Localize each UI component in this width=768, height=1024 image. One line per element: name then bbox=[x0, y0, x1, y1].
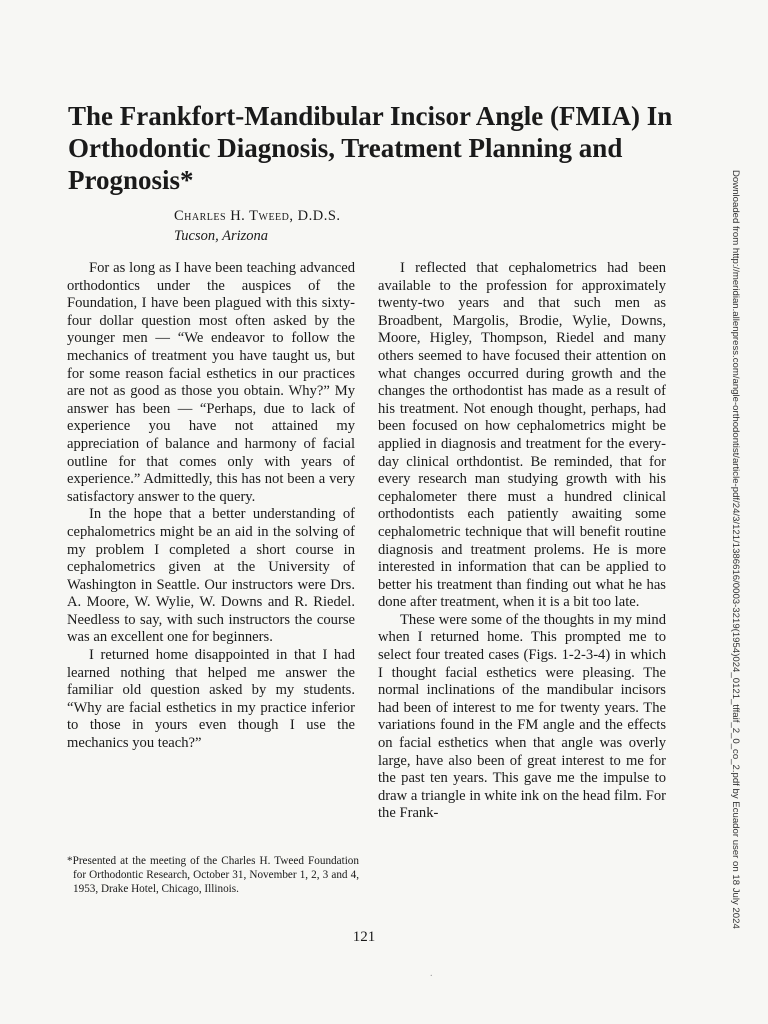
paragraph: I reflected that cephalometrics had been available to the profession for approximately twenty-two years and that such men as Broadbent, Margolis, Brodie, Wylie, Downs, Moore, Higley, Thompson, Riedel and many others seemed to have focused their attention on what changes occurred during growth and the changes the orthodontist has made as a result of his treatment. Not enough thought, perhaps, had been focused on how cephalometrics might be applied in diagnosis and treatment for the every-day clinical orthdontist. Be reminded, that for every research man studying growth with his cephalometer there must a hundred clinical orthodontists each patiently awaiting some cephalometric technique that will benefit routine diagnosis and treatment prolems. He is more interested in information that can be applied to better his treatment than finding out what he has done after treatment, when it is a bit too late. bbox=[378, 260, 666, 611]
left-column bbox=[67, 260, 355, 753]
right-column bbox=[378, 260, 666, 823]
download-notice bbox=[727, 170, 747, 929]
author-name: Charles H. Tweed, D.D.S. bbox=[174, 208, 341, 224]
byline bbox=[174, 206, 341, 246]
page-number-wrapper bbox=[0, 929, 768, 946]
author-location: Tucson, Arizona bbox=[174, 228, 269, 244]
page-number: 121 bbox=[352, 929, 376, 945]
paragraph: For as long as I have been teaching advanced orthodontics under the auspices of the Foundation, I have been plagued with this sixty-four dollar question most often asked by the younger men — “We endeavor to follow the mechanics of treatment you have taught us, but for some reason facial esthetics in our practices are not as good as those you obtain. Why?” My answer has been — “Perhaps, due to lack of experience you have not attained my appreciation of balance and harmony of facial outline for that comes only with years of experience.” Admittedly, this has not been a very satisfactory answer to the query. bbox=[67, 260, 355, 505]
paragraph: I returned home disappointed in that I had learned nothing that helped me answer the familiar old question asked by my students. “Why are facial esthetics in my practice inferior to those in yours even though I use the mechanics you teach?” bbox=[67, 647, 355, 752]
download-notice-text: Downloaded from http://meridian.allenpress.com/angle-orthodontist/article-pdf/24/3/121/1386616/0003-3219(1954)024_0121_tffaif_2_0_co_2.pdf by Ecuador user on 18 July 2024 bbox=[730, 170, 741, 929]
paragraph: These were some of the thoughts in my mind when I returned home. This prompted me to select four treated cases (Figs. 1-2-3-4) in which I thought facial esthetics were pleasing. The normal inclinations of the mandibular incisors had been of interest to me for twenty years. The variations found in the FM angle and the effects on facial esthetics when that angle was overly large, have also been of great interest to me for the past ten years. This gave me the impulse to draw a triangle in white ink on the head film. For the Frank- bbox=[378, 611, 666, 822]
page-mark: . bbox=[430, 968, 433, 979]
footnote: *Presented at the meeting of the Charles H. Tweed Foundation for Orthodontic Research, October 31, November 1, 2, 3 and 4, 1953, Drake Hotel, Chicago, Illinois. bbox=[67, 855, 359, 895]
paragraph: In the hope that a better understanding of cephalometrics might be an aid in the solving of my problem I completed a short course in cephalometrics given at the University of Washington in Seattle. Our instructors were Drs. A. Moore, W. Wylie, W. Downs and R. Riedel. Needless to say, with such instructors the course was an excellent one for beginners. bbox=[67, 506, 355, 646]
article-title: The Frankfort-Mandibular Incisor Angle (FMIA) In Orthodontic Diagnosis, Treatment Planning and Prognosis* bbox=[68, 101, 673, 195]
